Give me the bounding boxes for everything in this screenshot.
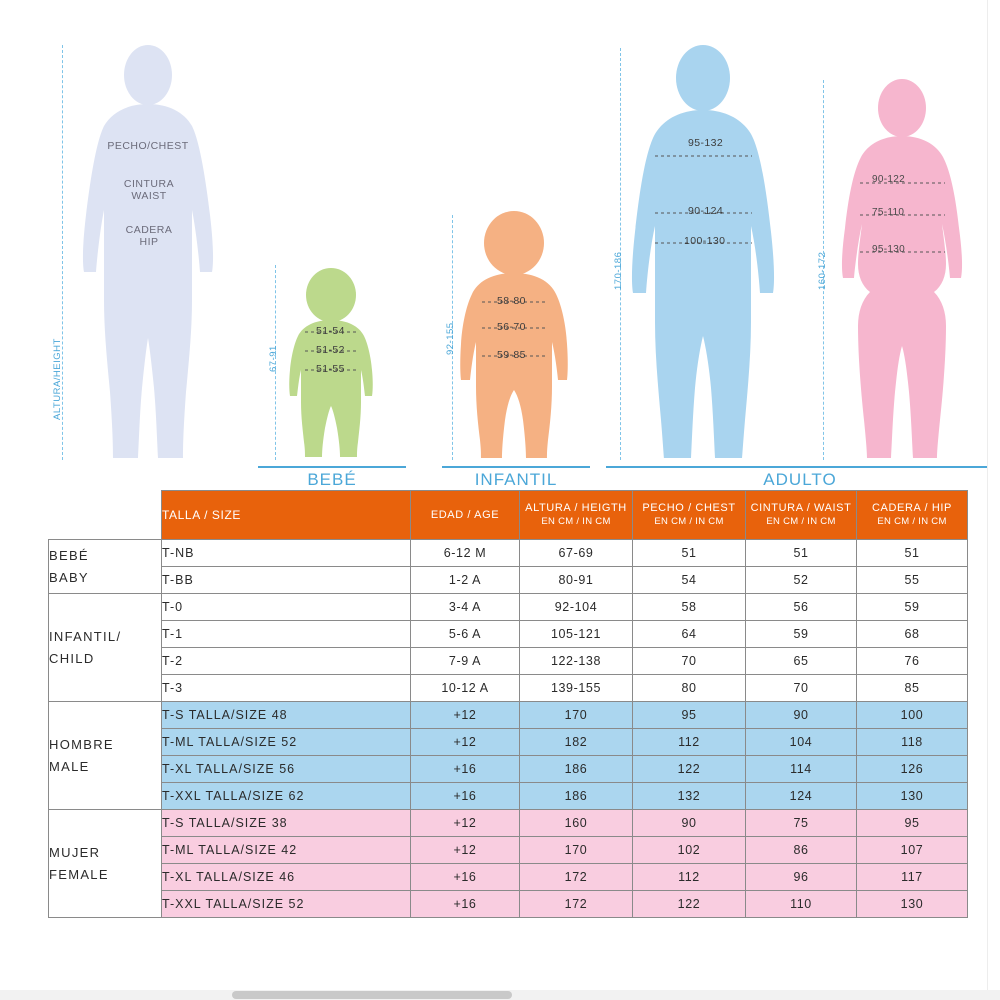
silhouette-figures (0, 0, 1000, 492)
silhouette-reference-adult (83, 45, 213, 458)
table-row (49, 567, 968, 594)
cell-waist: 90 (746, 702, 857, 729)
cell-age: +12 (411, 729, 520, 756)
table-body (49, 540, 968, 918)
measure-child-chest: 58-80 (497, 295, 526, 307)
cell-waist: 124 (746, 783, 857, 810)
header-altura-height (520, 491, 633, 540)
group-label-baby-en: BABY (49, 569, 89, 585)
cell-chest: 80 (633, 675, 746, 702)
cell-height: 182 (520, 729, 633, 756)
cell-height: 92-104 (520, 594, 633, 621)
cell-chest: 58 (633, 594, 746, 621)
height-value-child: 92-155 (445, 322, 456, 355)
header-cadera-hip-sub: EN CM / IN CM (877, 516, 947, 527)
header-group-blank (49, 491, 162, 540)
table-row (49, 756, 968, 783)
header-talla-size (162, 491, 411, 540)
cell-size: T-S TALLA/SIZE 38 (162, 810, 411, 837)
group-label-baby (49, 540, 162, 594)
cell-height: 172 (520, 864, 633, 891)
cell-age: 5-6 A (411, 621, 520, 648)
group-label-female-en: FEMALE (49, 866, 109, 882)
group-label-child-en: CHILD (49, 650, 95, 666)
height-value-female: 160-172 (817, 251, 828, 290)
cell-chest: 70 (633, 648, 746, 675)
cell-chest: 90 (633, 810, 746, 837)
cell-hip: 130 (857, 783, 968, 810)
cell-height: 170 (520, 702, 633, 729)
cell-size: T-ML TALLA/SIZE 52 (162, 729, 411, 756)
cell-chest: 95 (633, 702, 746, 729)
table-row (49, 837, 968, 864)
group-label-male (49, 702, 162, 810)
group-label-child (49, 594, 162, 702)
label-hip-es: CADERA (125, 224, 173, 236)
measure-female-hip: 95-130 (872, 244, 905, 255)
scrollbar-thumb[interactable] (232, 991, 512, 999)
cell-waist: 110 (746, 891, 857, 918)
cell-height: 105-121 (520, 621, 633, 648)
cell-age: +12 (411, 810, 520, 837)
header-edad-age-label: EDAD / AGE (430, 509, 500, 521)
header-pecho-chest (633, 491, 746, 540)
cell-hip: 130 (857, 891, 968, 918)
cell-height: 170 (520, 837, 633, 864)
cell-hip: 126 (857, 756, 968, 783)
table-header (49, 491, 968, 540)
measure-female-waist: 75-110 (872, 207, 905, 218)
cell-chest: 51 (633, 540, 746, 567)
underline-infantil (442, 466, 590, 468)
page-right-edge (987, 0, 1000, 1000)
cell-age: +16 (411, 891, 520, 918)
measure-baby-chest: 51-54 (316, 325, 345, 337)
header-pecho-chest-label: PECHO / CHEST (642, 502, 736, 514)
cell-size: T-XL TALLA/SIZE 56 (162, 756, 411, 783)
cell-size: T-0 (162, 594, 411, 621)
size-chart-table (48, 490, 968, 918)
header-talla-size-label: TALLA / SIZE (162, 508, 242, 522)
cell-size: T-2 (162, 648, 411, 675)
group-label-female-es: MUJER (49, 844, 101, 860)
table-row (49, 540, 968, 567)
cell-height: 67-69 (520, 540, 633, 567)
silhouette-adult-female (842, 79, 962, 458)
header-cintura-waist (746, 491, 857, 540)
cell-age: 10-12 A (411, 675, 520, 702)
cell-waist: 52 (746, 567, 857, 594)
cell-waist: 86 (746, 837, 857, 864)
measure-male-hip: 100-130 (684, 235, 726, 247)
label-waist-es: CINTURA (123, 178, 175, 190)
header-cintura-waist-sub: EN CM / IN CM (766, 516, 836, 527)
underline-adulto (606, 466, 994, 468)
cell-height: 172 (520, 891, 633, 918)
cell-hip: 51 (857, 540, 968, 567)
cell-age: +16 (411, 756, 520, 783)
cell-age: +12 (411, 837, 520, 864)
cell-height: 80-91 (520, 567, 633, 594)
cell-age: +16 (411, 864, 520, 891)
cell-age: 7-9 A (411, 648, 520, 675)
table-row (49, 621, 968, 648)
cell-hip: 107 (857, 837, 968, 864)
cell-size: T-XXL TALLA/SIZE 52 (162, 891, 411, 918)
cell-age: +12 (411, 702, 520, 729)
cell-waist: 59 (746, 621, 857, 648)
group-label-male-en: MALE (49, 758, 90, 774)
table-row (49, 594, 968, 621)
label-waist-en: WAIST (131, 190, 167, 202)
height-value-baby: 67-91 (268, 345, 279, 372)
header-altura-height-label: ALTURA / HEIGTH (525, 502, 627, 514)
header-pecho-chest-sub: EN CM / IN CM (654, 516, 724, 527)
cell-chest: 64 (633, 621, 746, 648)
measure-child-waist: 56-70 (497, 321, 526, 333)
height-value-male: 170-186 (613, 251, 624, 290)
cell-waist: 56 (746, 594, 857, 621)
figure-label-adulto: ADULTO (763, 470, 837, 489)
cell-age: 3-4 A (411, 594, 520, 621)
table-row (49, 810, 968, 837)
header-cintura-waist-label: CINTURA / WAIST (750, 502, 852, 514)
cell-chest: 112 (633, 864, 746, 891)
cell-waist: 104 (746, 729, 857, 756)
cell-hip: 117 (857, 864, 968, 891)
cell-size: T-3 (162, 675, 411, 702)
measure-female-chest: 90-122 (872, 174, 905, 185)
measure-baby-hip: 51-55 (316, 363, 345, 375)
cell-hip: 100 (857, 702, 968, 729)
cell-chest: 122 (633, 891, 746, 918)
table-row (49, 702, 968, 729)
table-header-row (49, 491, 968, 540)
header-edad-age (411, 491, 520, 540)
cell-chest: 112 (633, 729, 746, 756)
header-cadera-hip (857, 491, 968, 540)
cell-waist: 51 (746, 540, 857, 567)
silhouette-child (460, 211, 568, 458)
cell-waist: 65 (746, 648, 857, 675)
measure-male-waist: 90-124 (688, 205, 724, 217)
cell-size: T-S TALLA/SIZE 48 (162, 702, 411, 729)
silhouette-adult-male (632, 45, 774, 458)
figure-label-infantil: INFANTIL (474, 470, 558, 489)
cell-age: +16 (411, 783, 520, 810)
cell-hip: 95 (857, 810, 968, 837)
cell-size: T-ML TALLA/SIZE 42 (162, 837, 411, 864)
table-row (49, 729, 968, 756)
cell-chest: 122 (633, 756, 746, 783)
cell-hip: 55 (857, 567, 968, 594)
cell-chest: 102 (633, 837, 746, 864)
cell-hip: 76 (857, 648, 968, 675)
cell-waist: 75 (746, 810, 857, 837)
table-row (49, 648, 968, 675)
figure-label-bebe: BEBÉ (307, 470, 357, 489)
cell-age: 6-12 M (411, 540, 520, 567)
cell-size: T-BB (162, 567, 411, 594)
cell-size: T-XL TALLA/SIZE 46 (162, 864, 411, 891)
cell-height: 122-138 (520, 648, 633, 675)
cell-size: T-1 (162, 621, 411, 648)
cell-height: 186 (520, 756, 633, 783)
measure-male-chest: 95-132 (688, 137, 724, 149)
header-cadera-hip-label: CADERA / HIP (872, 502, 952, 514)
group-label-baby-es: BEBÉ (49, 547, 89, 563)
table-row (49, 864, 968, 891)
axis-label-altura-height: ALTURA/HEIGHT (52, 338, 63, 420)
table-row (49, 783, 968, 810)
underline-bebe (258, 466, 406, 468)
cell-height: 139-155 (520, 675, 633, 702)
horizontal-scrollbar[interactable] (0, 990, 1000, 1000)
label-chest: PECHO/CHEST (107, 140, 189, 152)
label-hip-en: HIP (139, 236, 159, 248)
cell-height: 186 (520, 783, 633, 810)
measure-baby-waist: 51-52 (316, 344, 345, 356)
header-altura-height-sub: EN CM / IN CM (541, 516, 611, 527)
cell-hip: 118 (857, 729, 968, 756)
cell-waist: 96 (746, 864, 857, 891)
group-label-male-es: HOMBRE (49, 736, 114, 752)
group-label-female (49, 810, 162, 918)
cell-size: T-XXL TALLA/SIZE 62 (162, 783, 411, 810)
cell-chest: 54 (633, 567, 746, 594)
cell-hip: 59 (857, 594, 968, 621)
cell-age: 1-2 A (411, 567, 520, 594)
cell-waist: 114 (746, 756, 857, 783)
group-label-child-es: INFANTIL/ (49, 628, 122, 644)
cell-chest: 132 (633, 783, 746, 810)
cell-waist: 70 (746, 675, 857, 702)
cell-hip: 68 (857, 621, 968, 648)
measure-child-hip: 59-85 (497, 349, 526, 361)
table-row (49, 891, 968, 918)
cell-height: 160 (520, 810, 633, 837)
cell-hip: 85 (857, 675, 968, 702)
table-row (49, 675, 968, 702)
cell-size: T-NB (162, 540, 411, 567)
